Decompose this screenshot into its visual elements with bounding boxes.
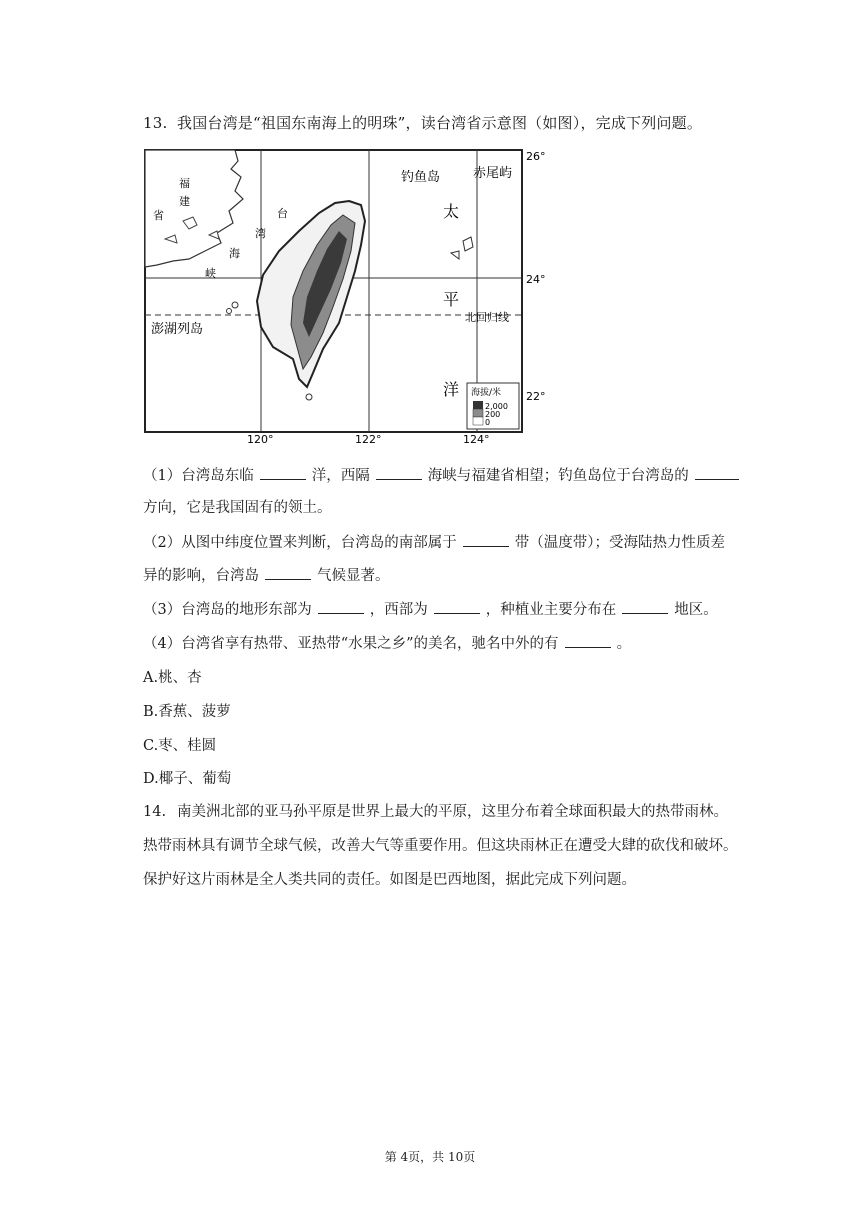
lon-124-label: 124° <box>463 433 490 446</box>
province-char-2: 建 <box>179 195 190 208</box>
taiwan-map <box>143 147 546 447</box>
question-14-stem: 14. 南美洲北部的亚马孙平原是世界上最大的平原，这里分布着全球面积最大的热带雨林。 <box>143 804 728 820</box>
legend-value-200: 200 <box>485 410 501 419</box>
answer-blank[interactable] <box>622 601 668 614</box>
page-footer: 第 4页，共 10页 <box>384 1150 476 1164</box>
ocean-char-1: 太 <box>443 202 460 221</box>
strait-char-2: 湾 <box>255 227 266 240</box>
answer-blank[interactable] <box>463 534 509 547</box>
legend-value-2000: 2,000 <box>485 402 508 411</box>
ocean-char-2: 平 <box>443 290 460 309</box>
penghu-label: 澎湖列岛 <box>151 322 204 337</box>
lon-122-label: 122° <box>355 433 382 446</box>
answer-blank[interactable] <box>434 601 480 614</box>
answer-blank[interactable] <box>376 467 422 480</box>
answer-blank[interactable] <box>565 635 611 648</box>
tropic-label: 北回归线 <box>465 311 509 324</box>
ocean-char-3: 洋 <box>443 380 460 399</box>
lat-26-label: 26° <box>526 150 546 163</box>
answer-blank[interactable] <box>695 467 739 480</box>
sub-question-4: （4）台湾省享有热带、亚热带“水果之乡”的美名，驰名中外的有 。 <box>143 636 632 652</box>
strait-char-4: 峡 <box>205 267 216 280</box>
elevation-legend <box>467 383 519 429</box>
lon-120-label: 120° <box>247 433 274 446</box>
option-d[interactable]: D.椰子、葡萄 <box>143 771 232 787</box>
strait-char-3: 海 <box>229 247 240 260</box>
diaoyu-label: 钓鱼岛 <box>401 170 441 185</box>
sub-question-2: （2）从图中纬度位置来判断，台湾岛的南部属于 带（温度带）；受海陆热力性质差 <box>143 535 725 551</box>
lat-22-label: 22° <box>526 390 546 403</box>
legend-title: 海拔/米 <box>471 388 502 398</box>
province-char-1: 福 <box>179 177 190 190</box>
question-13-stem <box>143 112 702 133</box>
legend-value-0: 0 <box>485 418 491 427</box>
option-c[interactable]: C.枣、桂圆 <box>143 738 217 754</box>
sub-question-1: （1）台湾岛东临 洋，西隔 海峡与福建省相望；钓鱼岛位于台湾岛的 <box>143 464 745 485</box>
sub-question-3: （3）台湾岛的地形东部为 ，西部为 ，种植业主要分布在 地区。 <box>143 602 718 618</box>
chiwei-label: 赤尾屿 <box>473 166 513 181</box>
sub-question-1-cont: 方向，它是我国固有的领土。 <box>143 500 332 516</box>
answer-blank[interactable] <box>260 467 306 480</box>
question-number: 13. <box>143 114 168 132</box>
question-number: 14. <box>143 804 167 820</box>
question-14-line-2: 热带雨林具有调节全球气候，改善大气等重要作用。但这块雨林正在遭受大肆的砍伐和破坏。 <box>143 838 738 854</box>
sub-question-2-cont: 异的影响，台湾岛 气候显著。 <box>143 568 390 584</box>
question-text: 我国台湾是“祖国东南海上的明珠”，读台湾省示意图（如图），完成下列问题。 <box>177 114 703 132</box>
answer-blank[interactable] <box>265 567 311 580</box>
option-b[interactable]: B.香蕉、菠萝 <box>143 704 231 720</box>
strait-char-1: 台 <box>277 207 288 220</box>
option-a[interactable]: A.桃、杏 <box>143 670 202 686</box>
province-char-3: 省 <box>153 209 164 222</box>
question-14-line-3: 保护好这片雨林是全人类共同的责任。如图是巴西地图，据此完成下列问题。 <box>143 872 636 888</box>
lat-24-label: 24° <box>526 273 546 286</box>
answer-blank[interactable] <box>318 601 364 614</box>
